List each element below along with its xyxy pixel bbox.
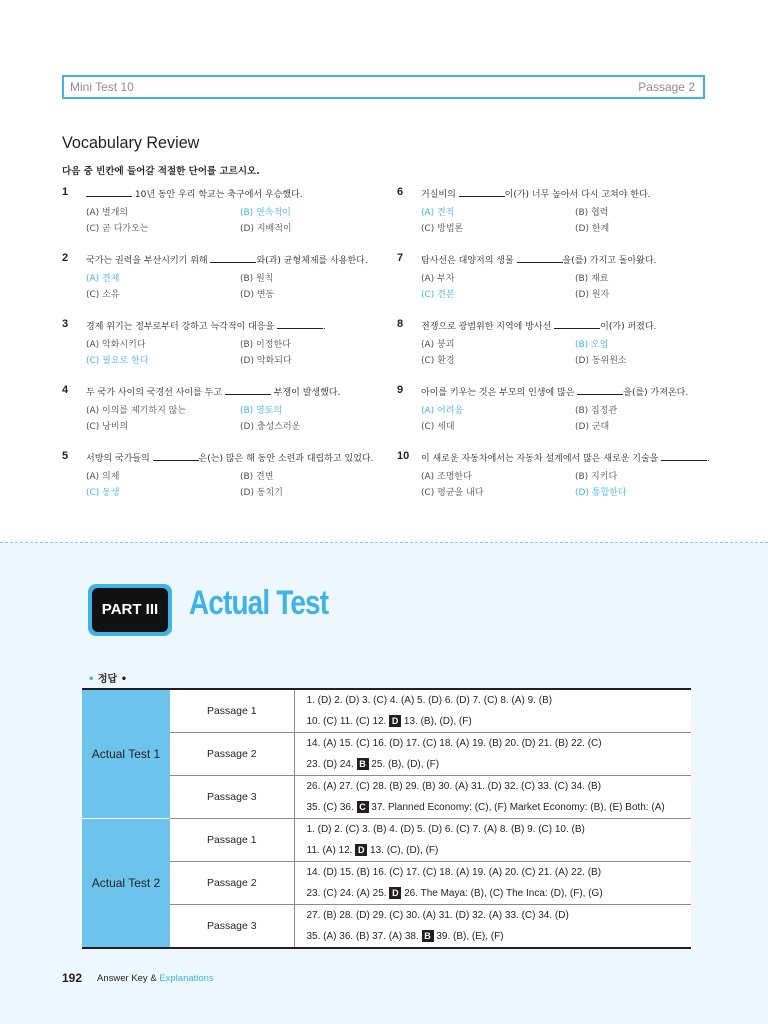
boxed-answer: D bbox=[389, 715, 401, 727]
answer-cell bbox=[294, 819, 691, 862]
answer-line-2-end: 39. (B), (E), (F) bbox=[433, 931, 504, 942]
stem-pre: 서방의 국가들의 bbox=[86, 454, 153, 464]
answer-line-2-start: 35. (A) 36. (B) 37. (A) 38. bbox=[306, 931, 422, 942]
option-d: (D) 변동 bbox=[240, 290, 275, 300]
stem-pre: 국가는 권력을 부산시키기 위해 bbox=[86, 256, 211, 266]
part-badge bbox=[88, 584, 172, 636]
header-test-label: Mini Test 10 bbox=[70, 80, 134, 94]
stem-pre: 탐사선은 대양저의 생물 bbox=[421, 256, 517, 266]
option-d: (D) 충성스러운 bbox=[240, 422, 301, 432]
question-stem bbox=[86, 319, 326, 332]
vocab-question bbox=[397, 384, 717, 440]
option-d: (D) 악화되다 bbox=[240, 356, 292, 366]
vocab-question bbox=[62, 186, 382, 242]
question-stem bbox=[421, 385, 688, 398]
option-a: (A) 어려움 bbox=[421, 406, 464, 416]
question-stem bbox=[421, 319, 656, 332]
answer-blank bbox=[554, 321, 600, 329]
question-number: 9 bbox=[397, 384, 404, 396]
vocab-question bbox=[62, 384, 382, 440]
answer-blank bbox=[277, 321, 323, 329]
header-passage-label: Passage 2 bbox=[638, 80, 695, 94]
question-number: 5 bbox=[62, 450, 69, 462]
answer-cell bbox=[294, 905, 691, 949]
answer-line-1: 14. (D) 15. (B) 16. (C) 17. (C) 18. (A) 19. (A) 20. (C) 21. (A) 22. (B) bbox=[306, 867, 602, 878]
answer-line-1: 26. (A) 27. (C) 28. (B) 29. (B) 30. (A) 31. (D) 32. (C) 33. (C) 34. (B) bbox=[306, 781, 602, 792]
answer-row bbox=[82, 862, 691, 905]
option-b: (B) 재료 bbox=[575, 274, 609, 284]
boxed-answer: D bbox=[389, 887, 401, 899]
option-a: (A) 부자 bbox=[421, 274, 455, 284]
stem-post: 을(를) 가지고 돌아왔다. bbox=[562, 256, 657, 266]
stem-post: 은(는) 많은 해 동안 소련과 대립하고 있었다. bbox=[198, 454, 374, 464]
passage-name: Passage 2 bbox=[170, 733, 294, 776]
bullet-icon: • bbox=[88, 674, 95, 685]
option-c: (C) 방법론 bbox=[421, 224, 464, 234]
answer-cell bbox=[294, 733, 691, 776]
option-d: (D) 원자 bbox=[575, 290, 610, 300]
option-c: (C) 소유 bbox=[86, 290, 120, 300]
answer-line-2-start: 23. (C) 24. (A) 25. bbox=[306, 888, 390, 899]
option-c: (C) 견본 bbox=[421, 290, 455, 300]
answer-cell bbox=[294, 689, 691, 733]
stem-post: 을(를) 가져온다. bbox=[623, 388, 689, 398]
answer-blank bbox=[517, 255, 563, 263]
option-b: (B) 견변 bbox=[240, 472, 274, 482]
answer-label-text: 정답 bbox=[97, 674, 118, 685]
answer-blank bbox=[86, 189, 132, 197]
option-c: (C) 동생 bbox=[86, 488, 120, 498]
part-badge-label: PART III bbox=[92, 588, 168, 632]
footer-accent: Explanations bbox=[159, 973, 214, 984]
option-a: (A) 견적 bbox=[421, 208, 455, 218]
part-title: Actual Test bbox=[189, 584, 329, 622]
answer-blank bbox=[210, 255, 256, 263]
option-d: (D) 동치기 bbox=[240, 488, 283, 498]
question-number: 4 bbox=[62, 384, 69, 396]
answer-line-1: 1. (D) 2. (C) 3. (B) 4. (D) 5. (D) 6. (C) 7. (A) 8. (B) 9. (C) 10. (B) bbox=[306, 824, 585, 835]
stem-pre: 이 새로운 자동차에서는 자동차 설계에서 많은 새로운 기술을 bbox=[421, 454, 662, 464]
vocab-instruction: 다음 중 빈칸에 들어갈 적절한 단어를 고르시오. bbox=[62, 166, 260, 177]
option-b: (B) 이정한다 bbox=[240, 340, 291, 350]
header-bar bbox=[62, 75, 705, 99]
option-d: (D) 동위원소 bbox=[575, 356, 627, 366]
passage-name: Passage 3 bbox=[170, 776, 294, 819]
boxed-answer: C bbox=[357, 801, 369, 813]
answer-line-2 bbox=[307, 840, 692, 861]
answer-row bbox=[82, 905, 691, 949]
option-b: (B) 원칙 bbox=[240, 274, 274, 284]
option-d: (D) 군대 bbox=[575, 422, 610, 432]
answer-blank bbox=[459, 189, 505, 197]
option-a: (A) 조명한다 bbox=[421, 472, 472, 482]
answer-line-2-end: 13. (C), (D), (F) bbox=[367, 845, 439, 856]
vocab-question bbox=[62, 318, 382, 374]
question-stem bbox=[86, 253, 368, 266]
stem-pre: 경제 위기는 정부로부터 강하고 늑각적이 대응을 bbox=[86, 322, 278, 332]
question-stem bbox=[86, 187, 303, 200]
boxed-answer: D bbox=[355, 844, 367, 856]
answer-line-2-end: 13. (B), (D), (F) bbox=[401, 716, 472, 727]
vocab-question bbox=[397, 450, 717, 506]
option-d: (D) 지배적이 bbox=[240, 224, 292, 234]
question-number: 8 bbox=[397, 318, 404, 330]
answer-row bbox=[82, 733, 691, 776]
option-b: (B) 지키다 bbox=[575, 472, 618, 482]
option-c: (C) 낭비의 bbox=[86, 422, 129, 432]
option-a: (A) 악화시키다 bbox=[86, 340, 146, 350]
answer-line-2-start: 10. (C) 11. (C) 12. bbox=[306, 716, 390, 727]
option-a: (A) 견제 bbox=[86, 274, 120, 284]
answer-blank bbox=[661, 453, 707, 461]
answer-line-2-start: 23. (D) 24. bbox=[306, 759, 357, 770]
stem-post: 와(과) 균형체제를 사용한다. bbox=[256, 256, 368, 266]
stem-post: 부쟁이 발생했다. bbox=[270, 388, 341, 398]
stem-pre: 두 국가 사이의 국경선 사이를 두고 bbox=[86, 388, 225, 398]
answer-blank bbox=[577, 387, 623, 395]
boxed-answer: B bbox=[422, 930, 434, 942]
vocab-title: Vocabulary Review bbox=[62, 133, 200, 152]
answer-line-2 bbox=[307, 926, 692, 947]
question-stem bbox=[421, 187, 651, 200]
answer-line-1: 14. (A) 15. (C) 16. (D) 17. (C) 18. (A) 19. (B) 20. (D) 21. (B) 22. (C) bbox=[306, 738, 602, 749]
question-stem bbox=[86, 451, 373, 464]
question-stem bbox=[421, 253, 656, 266]
bullet-icon: • bbox=[120, 674, 128, 685]
answer-cell bbox=[294, 776, 691, 819]
option-b: (B) 영토의 bbox=[240, 406, 283, 416]
option-a: (A) 별개의 bbox=[86, 208, 129, 218]
answer-line-2-start: 35. (C) 36. bbox=[306, 802, 357, 813]
question-number: 1 bbox=[62, 186, 69, 198]
vocab-question bbox=[397, 186, 717, 242]
test-name: Actual Test 1 bbox=[82, 689, 170, 819]
answer-cell bbox=[294, 862, 691, 905]
answer-row bbox=[82, 819, 691, 862]
answer-line-2-end: 37. Planned Economy: (C), (F) Market Economy: (B), (E) Both: (A) bbox=[368, 802, 665, 813]
answer-line-2 bbox=[307, 754, 692, 775]
option-b: (B) 연속적이 bbox=[240, 208, 291, 218]
passage-name: Passage 3 bbox=[170, 905, 294, 949]
question-stem bbox=[421, 451, 710, 464]
boxed-answer: B bbox=[357, 758, 369, 770]
stem-post: . bbox=[707, 454, 711, 464]
stem-post: 10년 동안 우리 학교는 축구에서 우승했다. bbox=[132, 190, 303, 200]
answer-blank bbox=[225, 387, 271, 395]
question-number: 10 bbox=[397, 450, 410, 462]
question-number: 7 bbox=[397, 252, 404, 264]
answer-row bbox=[82, 689, 691, 733]
stem-post: 이(가) 퍼졌다. bbox=[600, 322, 657, 332]
option-b: (B) 오염 bbox=[575, 340, 609, 350]
option-b: (B) 집정관 bbox=[575, 406, 618, 416]
option-c: (C) 곧 다가오는 bbox=[86, 224, 149, 234]
answer-line-2-end: 25. (B), (D), (F) bbox=[368, 759, 440, 770]
stem-pre: 거실비의 bbox=[421, 190, 459, 200]
stem-pre: 아이를 키우는 것은 부모의 인생에 많은 bbox=[421, 388, 578, 398]
stem-pre: 전쟁으로 광범위한 지역에 방사선 bbox=[421, 322, 555, 332]
vocab-question bbox=[397, 252, 717, 308]
option-d: (D) 통합한다 bbox=[575, 488, 627, 498]
option-a: (A) 의제 bbox=[86, 472, 120, 482]
stem-post: . bbox=[323, 322, 326, 332]
question-number: 6 bbox=[397, 186, 404, 198]
option-c: (C) 평균을 내다 bbox=[421, 488, 484, 498]
stem-post: 이(가) 너무 높아서 다시 고쳐야 한다. bbox=[504, 190, 651, 200]
footer-text bbox=[97, 973, 214, 984]
answer-blank bbox=[153, 453, 199, 461]
page-number: 192 bbox=[62, 971, 83, 985]
option-c: (C) 세대 bbox=[421, 422, 455, 432]
answer-line-1: 27. (B) 28. (D) 29. (C) 30. (A) 31. (D) 32. (A) 33. (C) 34. (D) bbox=[306, 910, 569, 921]
answer-line-2 bbox=[307, 883, 692, 904]
answer-line-2 bbox=[307, 711, 692, 732]
vocab-question bbox=[62, 450, 382, 506]
vocab-question bbox=[397, 318, 717, 374]
passage-name: Passage 2 bbox=[170, 862, 294, 905]
option-a: (A) 이의를 제기하지 않는 bbox=[86, 406, 187, 416]
option-d: (D) 한계 bbox=[575, 224, 610, 234]
vocab-question bbox=[62, 252, 382, 308]
question-number: 2 bbox=[62, 252, 69, 264]
answer-line-2-start: 11. (A) 12. bbox=[306, 845, 356, 856]
answer-line-2 bbox=[307, 797, 692, 818]
passage-name: Passage 1 bbox=[170, 819, 294, 862]
option-c: (C) 필요로 한다 bbox=[86, 356, 149, 366]
option-a: (A) 붕괴 bbox=[421, 340, 455, 350]
footer-main: Answer Key & bbox=[97, 973, 160, 984]
question-stem bbox=[86, 385, 340, 398]
question-number: 3 bbox=[62, 318, 69, 330]
option-c: (C) 환경 bbox=[421, 356, 455, 366]
option-b: (B) 협력 bbox=[575, 208, 609, 218]
answer-row bbox=[82, 776, 691, 819]
test-name: Actual Test 2 bbox=[82, 819, 170, 949]
passage-name: Passage 1 bbox=[170, 689, 294, 733]
answer-table bbox=[82, 688, 691, 949]
answer-line-1: 1. (D) 2. (D) 3. (C) 4. (A) 5. (D) 6. (D) 7. (C) 8. (A) 9. (B) bbox=[306, 695, 553, 706]
answer-line-2-end: 26. The Maya: (B), (C) The Inca: (D), (F), (G) bbox=[401, 888, 603, 899]
answer-label bbox=[88, 670, 127, 685]
